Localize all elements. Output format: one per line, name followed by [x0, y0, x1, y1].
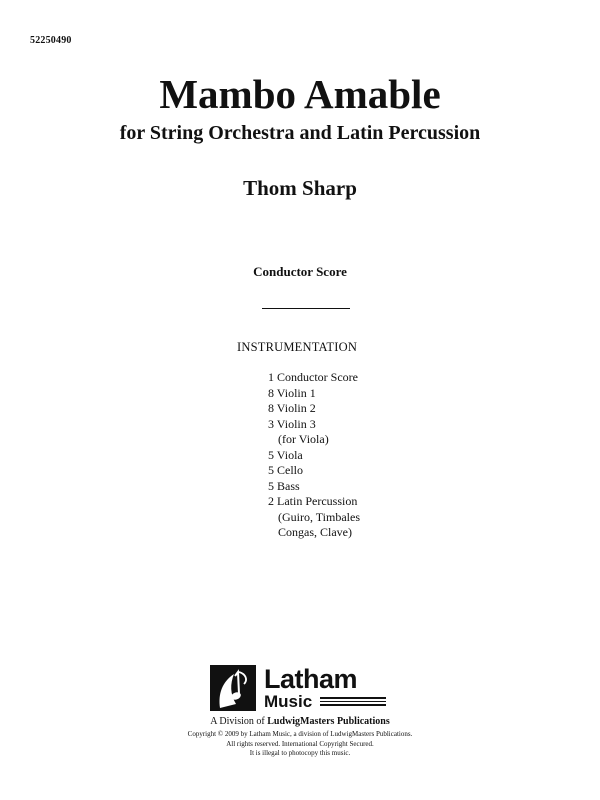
instrumentation-item: 3 Violin 3	[268, 416, 316, 431]
logo-staff-lines	[320, 697, 386, 708]
division-line	[0, 716, 600, 727]
division-name: LudwigMasters Publications	[267, 716, 390, 727]
score-type: Conductor Score	[253, 264, 347, 279]
instrumentation-item: 5 Bass	[268, 478, 300, 493]
piece-subtitle: for String Orchestra and Latin Percussion	[119, 122, 481, 144]
division-prefix: A Division of	[210, 716, 268, 727]
instrumentation-item: 8 Violin 2	[268, 401, 316, 415]
copyright-line: All rights reserved. International Copyright Secured.	[226, 739, 374, 748]
logo-word-latham: Latham	[264, 664, 358, 694]
copyright-notice	[0, 730, 600, 759]
instrumentation-item-note: Congas, Clave)	[278, 525, 352, 539]
instrumentation-item: 5 Cello	[268, 463, 303, 477]
copyright-line: Copyright © 2009 by Latham Music, a division of LudwigMasters Publications.	[187, 730, 413, 738]
publisher-logo	[208, 664, 393, 714]
instrumentation-item: 1 Conductor Score	[268, 370, 358, 384]
catalog-number: 52250490	[30, 35, 72, 46]
instrumentation-item: 8 Violin 1	[268, 385, 316, 400]
instrumentation-list	[268, 370, 360, 541]
instrumentation-item-note: (for Viola)	[278, 432, 329, 446]
logo-word-music: Music	[264, 692, 313, 711]
composer-name: Thom Sharp	[243, 176, 357, 200]
copyright-line: It is illegal to photocopy this music.	[249, 749, 351, 757]
instrumentation-heading: INSTRUMENTATION	[237, 340, 358, 354]
instrumentation-item: 2 Latin Percussion	[268, 494, 358, 508]
instrumentation-item: 5 Viola	[268, 447, 303, 462]
instrumentation-item-note: (Guiro, Timbales	[278, 509, 361, 524]
divider-line	[262, 308, 350, 309]
piece-title: Mambo Amable	[159, 71, 441, 117]
latham-music-logo-icon	[208, 664, 258, 712]
